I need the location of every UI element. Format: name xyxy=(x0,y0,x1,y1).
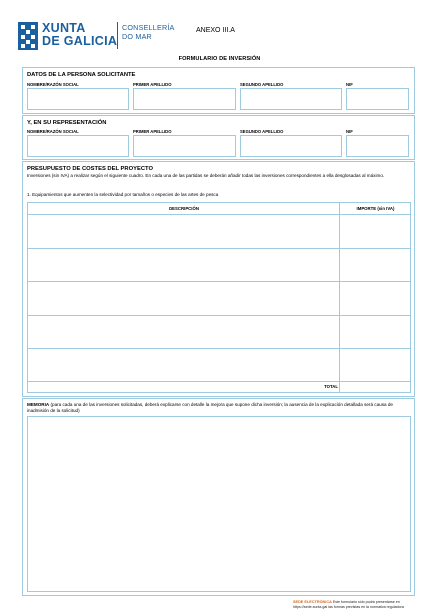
logo-wordmark xyxy=(42,22,117,48)
applicant-section xyxy=(22,67,415,114)
applicant-name-field[interactable] xyxy=(27,88,129,110)
applicant-surname2-label: SEGUNDO APELLIDO xyxy=(240,82,284,87)
row-amount-cell[interactable] xyxy=(340,249,410,281)
xunta-logo-icon xyxy=(18,22,38,50)
amount-column-header: IMPORTE (sin IVA) xyxy=(356,206,395,211)
table-row xyxy=(28,349,410,381)
row-amount-cell[interactable] xyxy=(340,349,410,381)
budget-subtitle: 1. Equipamientos que aumenten la selectividad por tamaños o especies de las artes de pesca xyxy=(27,192,219,197)
total-amount-cell[interactable] xyxy=(340,382,410,392)
representative-name-field[interactable] xyxy=(27,135,129,157)
row-amount-cell[interactable] xyxy=(340,316,410,348)
annex-label: ANEXO III.A xyxy=(196,27,235,34)
row-description-cell[interactable] xyxy=(28,316,339,348)
budget-table xyxy=(27,202,411,393)
representative-section-title: Y, EN SU REPRESENTACIÓN xyxy=(27,120,107,126)
representative-surname2-label: SEGUNDO APELLIDO xyxy=(240,129,284,134)
department-name xyxy=(122,23,175,41)
row-description-cell[interactable] xyxy=(28,282,339,315)
footer-notice: Este formulario sólo podrá presentarse en xyxy=(332,600,400,604)
footer xyxy=(293,600,423,609)
representative-name-label: NOMBRE/RAZÓN SOCIAL xyxy=(27,129,79,134)
logo-line-2: DE GALICIA xyxy=(42,34,118,48)
table-row xyxy=(28,215,410,248)
representative-nif-label: NIF xyxy=(346,129,353,134)
logo-divider xyxy=(117,22,118,49)
memory-textarea[interactable] xyxy=(27,416,411,592)
memory-instructions xyxy=(27,402,411,414)
total-label: TOTAL xyxy=(324,384,338,389)
memory-title: MEMORIA xyxy=(27,402,50,407)
applicant-nif-label: NIF xyxy=(346,82,353,87)
table-row xyxy=(28,249,410,281)
description-column-header: DESCRIPCIÓN xyxy=(169,206,199,211)
representative-section xyxy=(22,115,415,160)
representative-surname1-label: PRIMER APELLIDO xyxy=(133,129,172,134)
budget-section xyxy=(22,161,415,397)
applicant-section-title: DATOS DE LA PERSONA SOLICITANTE xyxy=(27,72,136,78)
applicant-nif-field[interactable] xyxy=(346,88,409,110)
representative-surname2-field[interactable] xyxy=(240,135,342,157)
footer-line-2: https://sede.xunta.gal las formas previstas en la normativa reguladora xyxy=(293,604,404,609)
department-line-1: CONSELLERÍA xyxy=(122,23,175,32)
row-description-cell[interactable] xyxy=(28,215,339,248)
footer-brand: SEDE ELECTRÓNICA xyxy=(293,600,332,604)
table-row xyxy=(28,316,410,348)
row-description-cell[interactable] xyxy=(28,349,339,381)
memory-description: (para cada una de las inversiones solicitadas, deberá explicarse con detalle la mejora que supone dicha inversión; la ausencia de la explicación detallada será causa de inadmisión de la solicitud) xyxy=(27,402,393,413)
department-line-2: DO MAR xyxy=(122,32,152,41)
representative-nif-field[interactable] xyxy=(346,135,409,157)
table-row xyxy=(28,282,410,315)
applicant-surname1-field[interactable] xyxy=(133,88,236,110)
applicant-name-label: NOMBRE/RAZÓN SOCIAL xyxy=(27,82,79,87)
form-title: FORMULARIO DE INVERSIÓN xyxy=(178,56,261,62)
row-description-cell[interactable] xyxy=(28,249,339,281)
logo-line-1: XUNTA xyxy=(42,21,86,35)
applicant-surname1-label: PRIMER APELLIDO xyxy=(133,82,172,87)
representative-surname1-field[interactable] xyxy=(133,135,236,157)
row-amount-cell[interactable] xyxy=(340,282,410,315)
budget-intro-text: Inversiones (sin IVA) a realizar según el siguiente cuadro. En cada una de las partidas se deberán añadir todas las inversiones correspondientes a ella desglosadas al máximo. xyxy=(27,173,385,178)
row-amount-cell[interactable] xyxy=(340,215,410,248)
memory-section xyxy=(22,398,415,596)
applicant-surname2-field[interactable] xyxy=(240,88,342,110)
budget-section-title: PRESUPUESTO DE COSTES DEL PROYECTO xyxy=(27,166,153,172)
